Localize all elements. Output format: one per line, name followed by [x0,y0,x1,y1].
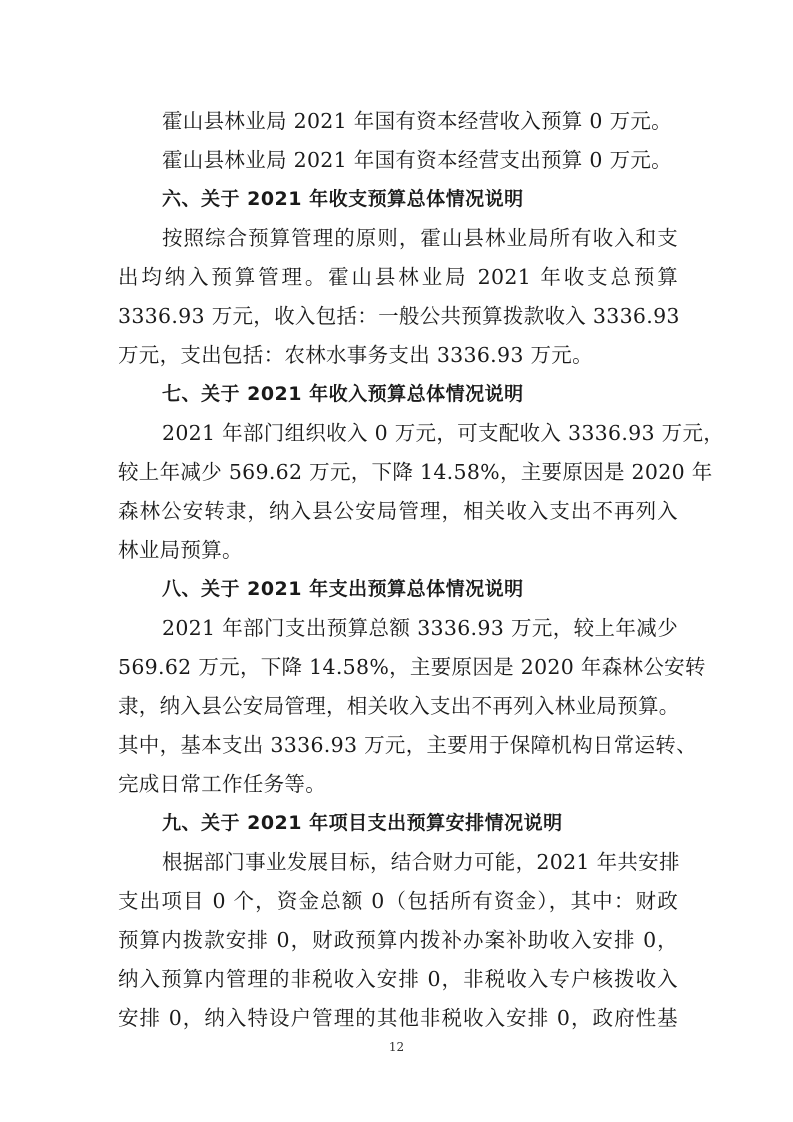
paragraph-line: 按照综合预算管理的原则，霍山县林业局所有收入和支 [162,226,678,250]
section-heading-6: 六、关于 2021 年收支预算总体情况说明 [162,188,524,210]
paragraph-line: 3336.93 万元，收入包括：一般公共预算拨款收入 3336.93 [118,304,680,328]
paragraph-line: 预算内拨款安排 0，财政预算内拨补办案补助收入安排 0， [118,928,678,952]
paragraph-line: 569.62 万元，下降 14.58%，主要原因是 2020 年森林公安转 [118,655,706,679]
paragraph-line: 霍山县林业局 2021 年国有资本经营支出预算 0 万元。 [162,148,672,172]
section-heading-7: 七、关于 2021 年收入预算总体情况说明 [162,383,524,405]
page-number: 12 [388,1040,405,1054]
paragraph-line: 根据部门事业发展目标，结合财力可能，2021 年共安排 [162,850,680,874]
paragraph-line: 完成日常工作任务等。 [118,772,326,796]
section-heading-8: 八、关于 2021 年支出预算总体情况说明 [162,578,524,600]
paragraph-line: 万元，支出包括：农林水事务支出 3336.93 万元。 [118,343,593,367]
paragraph-line: 较上年减少 569.62 万元，下降 14.58%，主要原因是 2020 年 [118,460,713,484]
paragraph-line: 2021 年部门组织收入 0 万元，可支配收入 3336.93 万元， [162,421,725,445]
paragraph-line: 霍山县林业局 2021 年国有资本经营收入预算 0 万元。 [162,109,672,133]
paragraph-line: 林业局预算。 [118,538,243,562]
paragraph-line: 2021 年部门支出预算总额 3336.93 万元，较上年减少 [162,616,678,640]
paragraph-line: 森林公安转隶，纳入县公安局管理，相关收入支出不再列入 [118,499,678,523]
paragraph-line: 纳入预算内管理的非税收入安排 0，非税收入专户核拨收入 [118,967,678,991]
paragraph-line: 隶，纳入县公安局管理，相关收入支出不再列入林业局预算。 [118,694,680,718]
paragraph-line: 支出项目 0 个，资金总额 0（包括所有资金），其中：财政 [118,889,678,913]
paragraph-line: 安排 0，纳入特设户管理的其他非税收入安排 0，政府性基 [118,1006,678,1030]
section-heading-9: 九、关于 2021 年项目支出预算安排情况说明 [162,812,563,834]
paragraph-line: 其中，基本支出 3336.93 万元，主要用于保障机构日常运转、 [118,733,697,757]
paragraph-line: 出均纳入预算管理。霍山县林业局 2021 年收支总预算 [118,265,678,289]
